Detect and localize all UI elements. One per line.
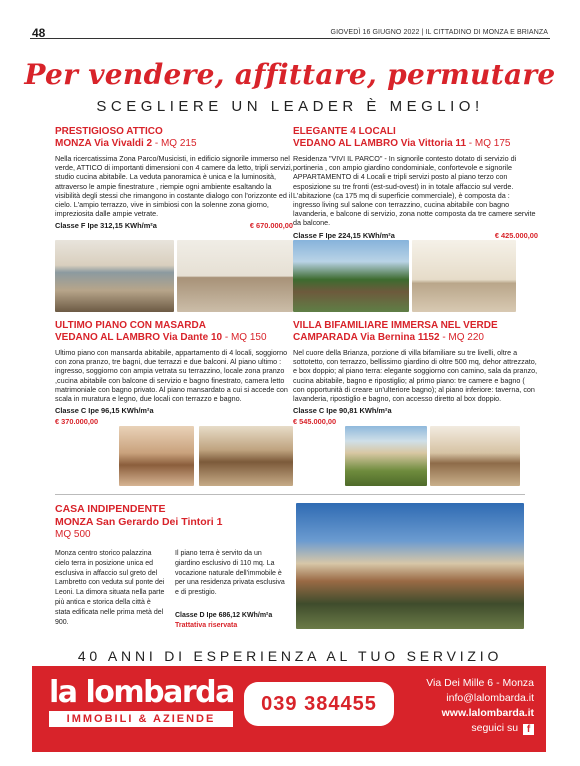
listing-title: ELEGANTE 4 LOCALI [293, 126, 396, 137]
listing-3-photo-1 [119, 426, 194, 486]
listing-mq: - MQ 175 [468, 138, 511, 149]
listing-address [293, 138, 538, 150]
listing-1-photo-2 [177, 240, 293, 312]
listing-description: Ultimo piano con mansarda abitabile, appartamento di 4 locali, soggiorno con zona pranzo, tre bagni, due terrazzi e due balconi. Al piano ultimo : ingresso, soggiorno con ampia vetrata su terrazzino, locale zona pranzo ,cucina abitabile con balcone di servizio e bagno finestrato, camera letto matrimoniale con bagno privato. Al piano mansardato a cui si accede con scala in muratura e legno, due locali con terrazzo e bagno. [55, 348, 288, 404]
casa-title: CASA INDIPENDENTE [55, 503, 166, 515]
date-line: GIOVEDÌ 16 GIUGNO 2022 | IL CITTADINO DI MONZA E BRIANZA [330, 29, 548, 36]
headline: Per vendere, affittare, permutare [24, 58, 556, 91]
energy-class: Classe F Ipe 224,15 KWh/m²a [293, 230, 395, 240]
company-logo-subtitle: IMMOBILI & AZIENDE [49, 711, 233, 727]
address-text: VEDANO AL LAMBRO Via Dante 10 [55, 332, 223, 343]
casa-description-2: Il piano terra è servito da un giardino esclusivo di 110 mq. La vocazione naturale dell'immobile è per una residenza privata esclusiva e di prestigio. [175, 550, 285, 597]
page-number: 48 [32, 26, 46, 40]
subheadline: SCEGLIERE UN LEADER È MEGLIO! [96, 98, 484, 115]
listing-casa[interactable] [55, 503, 295, 540]
listing-price: € 670.000,00 [249, 221, 293, 231]
tagline: 40 ANNI DI ESPERIENZA AL TUO SERVIZIO [77, 648, 503, 664]
casa-photo [296, 503, 524, 629]
listing-2-photo-2 [412, 240, 516, 312]
listing-4-photo-2 [430, 426, 520, 486]
social-link[interactable] [471, 721, 534, 735]
casa-energy: Classe D Ipe 686,12 KWh/m²a [175, 612, 273, 619]
listing-footer [55, 406, 293, 426]
casa-address: MONZA San Gerardo Dei Tintori 1 [55, 516, 223, 528]
listing-title: ULTIMO PIANO CON MASARDA [55, 320, 206, 331]
listing-2-photo-1 [293, 240, 409, 312]
listing-price: € 425.000,00 [494, 230, 538, 240]
listing-price: € 545.000,00 [293, 417, 337, 427]
listing-title: VILLA BIFAMILIARE IMMERSA NEL VERDE [293, 320, 498, 331]
company-website[interactable]: www.lalombarda.it [441, 707, 534, 719]
address-text: MONZA Via Vivaldi 2 [55, 138, 153, 149]
header-divider [30, 38, 550, 39]
listing-3-photo-2 [199, 426, 293, 486]
section-divider [55, 494, 525, 495]
listing-footer [293, 231, 538, 240]
listing-3[interactable] [55, 320, 293, 426]
listing-4-photo-1 [345, 426, 427, 486]
listing-mq: - MQ 215 [154, 138, 197, 149]
casa-description-1: Monza centro storico palazzina cielo terra in posizione unica ed esclusiva in affaccio sul greto del Lambretto con veduta sul ponte dei Leoni. La dimora situata nella parte più antica e storica della città è stata edificata nelle prima metà del 900. [55, 550, 165, 626]
casa-mq: MQ 500 [55, 529, 91, 540]
casa-price: Trattativa riservata [175, 622, 238, 629]
listing-description: Residenza "VIVI IL PARCO" - In signorile contesto dotato di servizio di portineria , con ampio giardino condominiale, confortevole e signorile APPARTAMENTO di 4 Locali e tripli servizi posto al piano terzo con esposizione su tre fronti (est-sud-ovest) in in totale affaccio sul verde. L'abitazione (ca 175 mq di superficie commerciale), è composta da : ingresso living sul salone con terrazzino, cucina abitabile con bagno lavanderia, e balcone di servizio, zona notte composta da tre camere servite da balcone. [293, 154, 536, 228]
social-label: seguici su [471, 722, 519, 734]
facebook-icon[interactable]: f [523, 724, 534, 735]
listing-price: € 370.000,00 [55, 417, 99, 427]
energy-class: Classe C Ipe 96,15 KWh/m²a [55, 406, 154, 416]
company-logo: la lombarda [49, 675, 234, 710]
listing-description: Nella ricercatissima Zona Parco/Musicisti, in edificio signorile immerso nel verde, ATTICO di importanti dimensioni con 4 camere da letto, tripli servizi, studio cucina abitabile. La veduta panoramica è unica e la luminosità, attraverso le ampie finestrature , riempie ogni ambiente esaltando la visibilità degli stessi che rimangono in costante dialogo con l'orizzonte ed il cielo. L'ampio terrazzo, vive in simbiosi con la solenne zona giorno, impreziosita dalle ampie vetrate. [55, 154, 293, 219]
listing-footer [55, 221, 293, 230]
listing-4[interactable] [293, 320, 538, 426]
listing-address [55, 138, 293, 150]
company-email[interactable]: info@lalombarda.it [446, 692, 534, 704]
address-text: VEDANO AL LAMBRO Via Vittoria 11 [293, 138, 467, 149]
listing-1-photo-1 [55, 240, 174, 312]
listing-address [55, 332, 293, 344]
listing-1[interactable] [55, 126, 293, 230]
energy-class: Classe F Ipe 312,15 KWh/m²a [55, 221, 157, 231]
company-address: Via Dei Mille 6 - Monza [426, 677, 534, 689]
listing-2[interactable] [293, 126, 538, 240]
listing-footer [293, 406, 538, 426]
energy-class: Classe C Ipe 90,81 KWh/m²a [293, 406, 392, 416]
listing-mq: - MQ 220 [442, 332, 484, 343]
phone-number[interactable]: 039 384455 [244, 682, 394, 726]
listing-address [293, 332, 538, 344]
listing-mq: - MQ 150 [224, 332, 267, 343]
listing-description: Nel cuore della Brianza, porzione di villa bifamiliare su tre livelli, oltre a sottotetto, con terrazzo, bellissimo giardino di oltre 500 mq, dehor attrezzato, e box doppio; al piano terra: elegante soggiorno con camino, sala da pranzo, cucina abitabile, bagno e ripostiglio; al primo piano: tre camere e bagno ( con opportunità di creare un'ulteriore bagno); al piano inferiore: taverna, con lavanderia, ripostiglio e bagno, con accesso diretto al box doppio. [293, 348, 538, 404]
address-text: CAMPARADA Via Bernina 1152 [293, 332, 440, 343]
listing-title: PRESTIGIOSO ATTICO [55, 126, 163, 137]
